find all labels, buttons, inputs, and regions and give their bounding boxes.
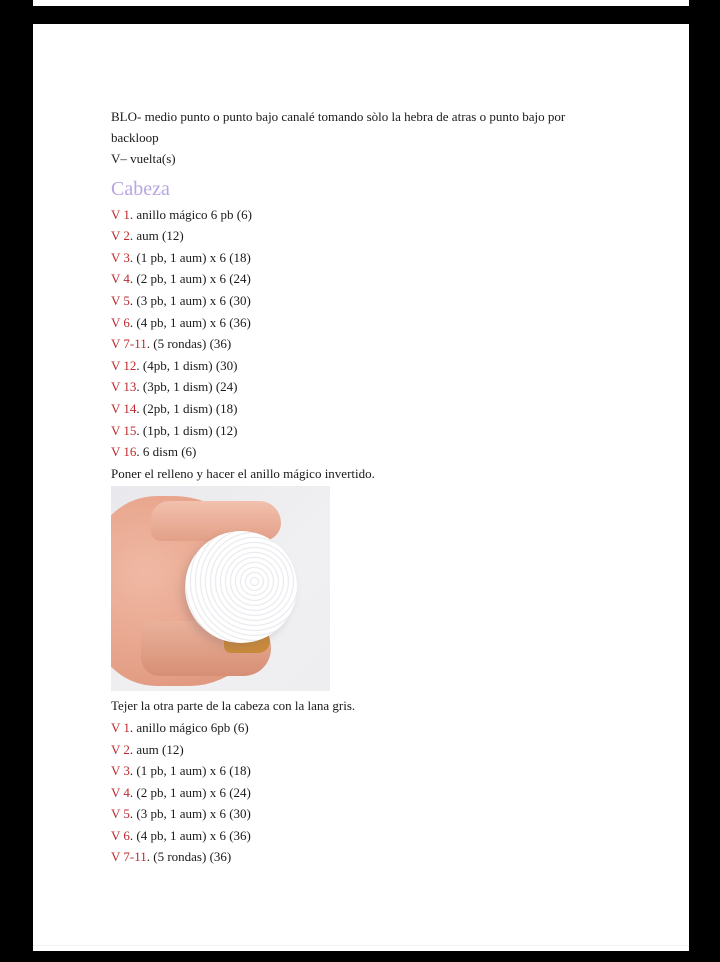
round-label: V 6: [111, 314, 130, 330]
round-text: . (1pb, 1 dism) (12): [136, 422, 238, 438]
round-text: . (1 pb, 1 aum) x 6 (18): [129, 249, 251, 265]
round-item: [111, 420, 591, 442]
round-item: [111, 333, 591, 355]
round-label: V 4: [111, 271, 130, 287]
round-text: . (5 rondas) (36): [146, 336, 232, 352]
previous-page-edge: [33, 0, 689, 6]
round-item: [111, 717, 591, 739]
crochet-ball-shape: [185, 531, 297, 643]
round-item: [111, 204, 591, 226]
round-label: V 3: [111, 763, 130, 779]
round-item: [111, 376, 591, 398]
round-label: V 5: [111, 292, 130, 308]
round-item: [111, 268, 591, 290]
round-item: [111, 825, 591, 847]
round-item: [111, 312, 591, 334]
round-item: [111, 760, 591, 782]
round-text: . (1 pb, 1 aum) x 6 (18): [129, 763, 251, 779]
round-item: [111, 225, 591, 247]
round-label: V 2: [111, 741, 130, 757]
round-label: V 16: [111, 444, 137, 460]
round-text: . (4pb, 1 dism) (30): [136, 357, 238, 373]
round-text: . aum (12): [129, 228, 184, 244]
round-label: V 13: [111, 379, 137, 395]
round-item: [111, 441, 591, 463]
round-label: V 12: [111, 357, 137, 373]
round-text: . (4 pb, 1 aum) x 6 (36): [129, 827, 251, 843]
round-text: . anillo mágico 6 pb (6): [129, 206, 252, 222]
round-label: V 1: [111, 206, 130, 222]
round-label: V 15: [111, 422, 137, 438]
round-label: V 7-11: [111, 849, 147, 865]
legend-v: V– vuelta(s): [111, 151, 176, 166]
round-item: [111, 739, 591, 761]
section-title-cabeza: Cabeza: [111, 177, 170, 200]
round-item: [111, 355, 591, 377]
round-text: . anillo mágico 6pb (6): [129, 719, 249, 735]
round-text: . (3 pb, 1 aum) x 6 (30): [129, 806, 251, 822]
round-item: [111, 398, 591, 420]
round-item: [111, 782, 591, 804]
round-text: . (2pb, 1 dism) (18): [136, 400, 238, 416]
stuffing-note: Poner el relleno y hacer el anillo mágico invertido.: [111, 465, 375, 481]
round-text: . (3 pb, 1 aum) x 6 (30): [129, 292, 251, 308]
round-text: . (3pb, 1 dism) (24): [136, 379, 238, 395]
round-item: [111, 247, 591, 269]
round-label: V 3: [111, 249, 130, 265]
round-item: [111, 846, 591, 868]
page-content: [111, 106, 591, 868]
part2-intro: Tejer la otra parte de la cabeza con la lana gris.: [111, 698, 356, 714]
round-list-part2: [111, 717, 591, 868]
crochet-ball-photo: [111, 486, 330, 691]
round-label: V 6: [111, 827, 130, 843]
round-text: . aum (12): [129, 741, 184, 757]
page-bottom-edge: [33, 945, 689, 946]
round-label: V 2: [111, 228, 130, 244]
round-label: V 14: [111, 400, 137, 416]
round-text: . (5 rondas) (36): [146, 849, 232, 865]
round-list-part1: [111, 204, 591, 463]
round-text: . (2 pb, 1 aum) x 6 (24): [129, 271, 251, 287]
round-label: V 1: [111, 719, 130, 735]
round-label: V 7-11: [111, 336, 147, 352]
round-item: [111, 290, 591, 312]
document-page[interactable]: [33, 24, 689, 951]
round-text: . (4 pb, 1 aum) x 6 (36): [129, 314, 251, 330]
round-label: V 5: [111, 806, 130, 822]
round-item: [111, 803, 591, 825]
legend-blo: BLO- medio punto o punto bajo canalé tomando sòlo la hebra de atras o punto bajo por backloop: [111, 109, 566, 145]
round-text: . 6 dism (6): [136, 444, 197, 460]
round-text: . (2 pb, 1 aum) x 6 (24): [129, 784, 251, 800]
round-label: V 4: [111, 784, 130, 800]
